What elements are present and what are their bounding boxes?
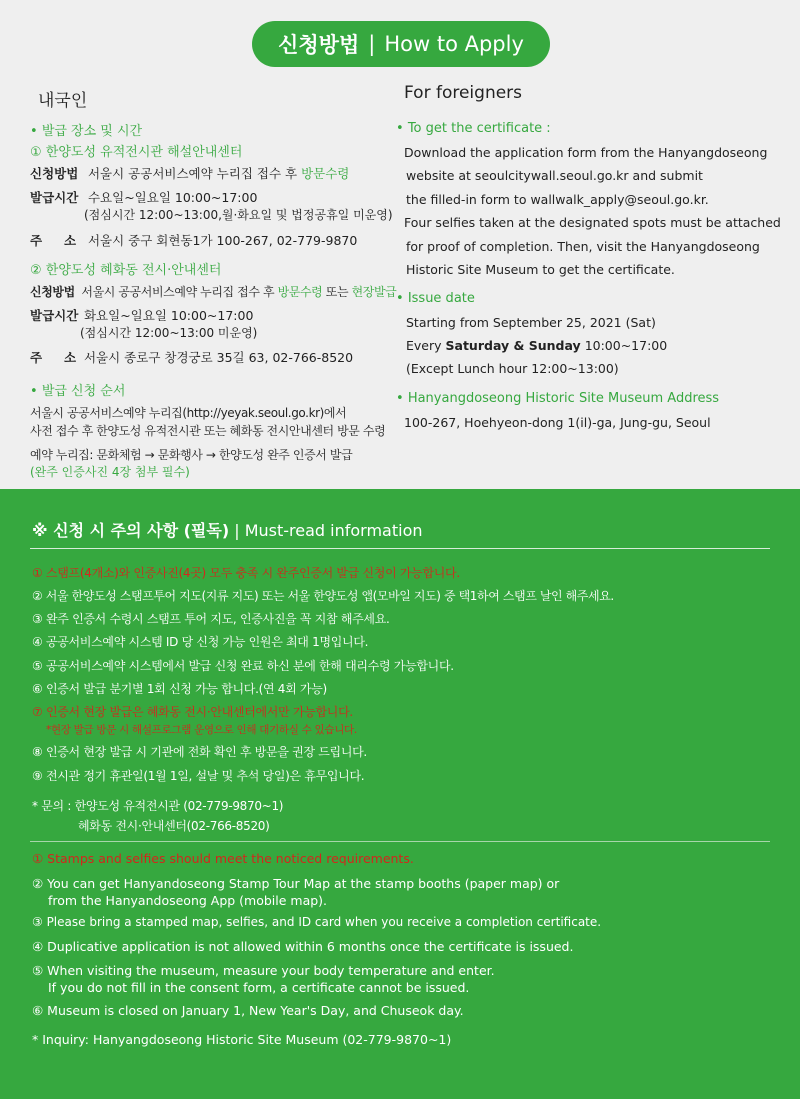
section-divider — [30, 841, 770, 842]
bullet-dot-icon: • — [396, 291, 408, 306]
ko-notice-subnote: *현장 발급 방문 시 해설프로그램 운영으로 인해 대기하실 수 있습니다. — [46, 724, 357, 736]
en-notice-item: ③ Please bring a stamped map, selfies, and ID card when you receive a completion certificate. — [32, 915, 602, 929]
banner-title-ko: 신청방법 — [278, 33, 360, 57]
cert-line: the filled-in form to wallwalk_apply@seoul.go.kr. — [406, 192, 709, 207]
issue-hours: 10:00~17:00 — [584, 338, 668, 353]
en-notice-item: ④ Duplicative application is not allowed within 6 months once the certificate is issued. — [32, 939, 574, 954]
en-notice-item: ⑤ When visiting the museum, measure your body temperature and enter. — [32, 963, 495, 978]
bullet-dot-icon: • — [30, 124, 42, 139]
center2-addr-row — [30, 348, 353, 366]
center2-addr-label-1: 주 — [30, 350, 43, 365]
how-to-apply-banner — [252, 21, 550, 67]
order-line-3: 예약 누리집: 문화체험 → 문화행사 → 한양도성 완주 인증서 발급 — [30, 448, 353, 462]
cert-line: website at seoulcitywall.seoul.go.kr and submit — [406, 168, 703, 183]
banner-title-en: How to Apply — [384, 32, 524, 56]
center2-time-row — [30, 306, 253, 324]
bullet-dot-icon: • — [396, 391, 408, 406]
center2-method-text: 서울시 공공서비스예약 누리집 접수 후 — [81, 285, 275, 299]
center2-method-onsite: 현장발급 — [351, 285, 397, 299]
center1-addr-row — [30, 231, 357, 249]
mustread-title-en: Must-read information — [244, 521, 423, 540]
center2-method-label: 신청방법 — [30, 285, 75, 299]
issue-days: Saturday & Sunday — [445, 338, 581, 353]
en-notice-item-cont: from the Hanyandoseong App (mobile map). — [48, 893, 328, 908]
title-divider — [30, 548, 770, 549]
en-notice-item: ① Stamps and selfies should meet the noticed requirements. — [32, 851, 414, 866]
center2-method-visit: 방문수령 — [277, 285, 323, 299]
cert-bullet: • To get the certificate : — [396, 121, 551, 136]
ko-notice-item: ⑨ 전시관 정기 휴관일(1월 1일, 설날 및 추석 당일)은 휴무입니다. — [32, 769, 365, 783]
order-bullet: • 발급 신청 순서 — [30, 384, 126, 399]
ko-inquiry-1: * 문의 : 한양도성 유적전시관 (02-779-9870~1) — [32, 799, 284, 813]
center1-time-row — [30, 188, 257, 206]
ko-notice-item: ⑧ 인증서 현장 발급 시 기관에 전화 확인 후 방문을 권장 드립니다. — [32, 745, 367, 759]
en-inquiry: * Inquiry: Hanyangdoseong Historic Site Museum (02-779-9870~1) — [32, 1032, 452, 1047]
order-line-2: 사전 접수 후 한양도성 유적전시관 또는 혜화동 전시안내센터 방문 수령 — [30, 424, 386, 438]
center2-time-note: (점심시간 12:00~13:00 미운영) — [80, 326, 258, 340]
center1-addr-text: 서울시 중구 회현동1가 100-267, 02-779-9870 — [87, 233, 358, 248]
center1-method-label: 신청방법 — [30, 166, 79, 181]
center2-title: ② 한양도성 혜화동 전시·안내센터 — [30, 263, 222, 278]
center2-time-label: 발급시간 — [30, 308, 79, 323]
issue-line-3: (Except Lunch hour 12:00~13:00) — [406, 361, 619, 376]
issue-line-2 — [406, 338, 667, 353]
ko-notice-item: ⑥ 인증서 발급 분기별 1회 신청 가능 합니다.(연 4회 가능) — [32, 682, 327, 696]
issue-bullet: • Issue date — [396, 291, 475, 306]
center1-time-note: (점심시간 12:00~13:00,월·화요일 및 법정공휴일 미운영) — [84, 208, 393, 222]
mustread-title-ko: ※ 신청 시 주의 사항 (필독) — [32, 521, 230, 540]
order-line-4: (완주 인증사진 4장 첨부 필수) — [30, 465, 190, 479]
center1-method-row — [30, 164, 349, 182]
place-bullet: • 발급 장소 및 시간 — [30, 124, 143, 139]
center1-time-text: 수요일~일요일 10:00~17:00 — [87, 190, 258, 205]
center2-time-text: 화요일~일요일 10:00~17:00 — [83, 308, 254, 323]
cert-line: for proof of completion. Then, visit the Hanyangdoseong — [406, 239, 760, 254]
center1-addr-label-1: 주 — [30, 233, 43, 248]
ko-notice-item: ① 스탬프(4개소)와 인증사진(4곳) 모두 충족 시 완주인증서 발급 신청이 가능합니다. — [32, 566, 460, 580]
foreign-heading: For foreigners — [404, 83, 523, 103]
mustread-title-sep: | — [234, 521, 240, 540]
center2-addr-text: 서울시 종로구 창경궁로 35길 63, 02-766-8520 — [83, 350, 354, 365]
en-notice-item: ⑥ Museum is closed on January 1, New Year's Day, and Chuseok day. — [32, 1003, 464, 1018]
issue-every: Every — [406, 338, 442, 353]
addr-line: 100-267, Hoehyeon-dong 1(il)-ga, Jung-gu, Seoul — [404, 415, 711, 430]
mustread-title — [32, 518, 423, 541]
ko-notice-item: ② 서울 한양도성 스탬프투어 지도(지류 지도) 또는 서울 한양도성 앱(모바일 지도) 중 택1하여 스탬프 날인 해주세요. — [32, 589, 614, 603]
center2-method-or: 또는 — [325, 285, 349, 299]
center1-method-visit: 방문수령 — [301, 166, 350, 181]
ko-inquiry-2: 혜화동 전시·안내센터(02-766-8520) — [78, 819, 270, 833]
center2-method-row — [30, 283, 396, 300]
bullet-dot-icon: • — [30, 384, 42, 399]
domestic-heading: 내국인 — [38, 91, 88, 111]
ko-notice-item: ④ 공공서비스예약 시스템 ID 당 신청 가능 인원은 최대 1명입니다. — [32, 635, 369, 649]
center2-addr-label-2: 소 — [64, 350, 77, 365]
top-section — [0, 0, 800, 489]
bullet-dot-icon: • — [396, 121, 408, 136]
center1-addr-label-2: 소 — [64, 233, 77, 248]
issue-line-1: Starting from September 25, 2021 (Sat) — [406, 315, 656, 330]
en-notice-item: ② You can get Hanyandoseong Stamp Tour Map at the stamp booths (paper map) or — [32, 876, 560, 891]
cert-line: Four selfies taken at the designated spots must be attached — [404, 215, 781, 230]
cert-line: Historic Site Museum to get the certificate. — [406, 262, 675, 277]
en-notice-item-cont: If you do not fill in the consent form, a certificate cannot be issued. — [48, 980, 470, 995]
order-line-1: 서울시 공공서비스예약 누리집(http://yeyak.seoul.go.kr)에서 — [30, 406, 347, 420]
ko-notice-item: ⑤ 공공서비스예약 시스템에서 발급 신청 완료 하신 분에 한해 대리수령 가능합니다. — [32, 659, 454, 673]
center1-title: ① 한양도성 유적전시관 해설안내센터 — [30, 145, 243, 160]
center1-method-text: 서울시 공공서비스예약 누리집 접수 후 — [87, 166, 298, 181]
mustread-section — [0, 489, 800, 1099]
ko-notice-item: ⑦ 인증서 현장 발급은 혜화동 전시·안내센터에서만 가능합니다. — [32, 705, 353, 719]
addr-bullet: • Hanyangdoseong Historic Site Museum Address — [396, 391, 720, 406]
ko-notice-item: ③ 완주 인증서 수령시 스탬프 투어 지도, 인증사진을 꼭 지참 해주세요. — [32, 612, 390, 626]
center1-time-label: 발급시간 — [30, 190, 79, 205]
banner-separator: | — [368, 32, 376, 56]
cert-line: Download the application form from the Hanyangdoseong — [404, 145, 768, 160]
